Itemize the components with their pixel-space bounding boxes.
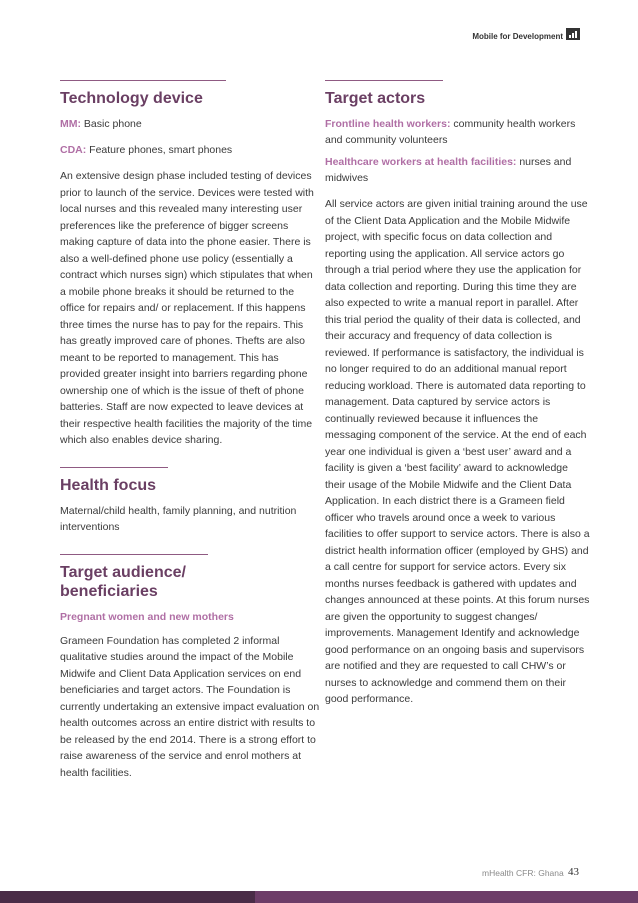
cda-label: CDA:	[60, 144, 87, 156]
section-rule	[325, 80, 443, 81]
mm-value: Basic phone	[83, 118, 142, 130]
frontline-label: Frontline health workers:	[325, 118, 451, 130]
health-section	[60, 467, 320, 536]
chart-logo-icon	[566, 28, 580, 40]
facility-label: Healthcare workers at health facilities:	[325, 156, 517, 168]
audience-title: Target audience/ beneficiaries	[60, 563, 186, 600]
section-rule	[60, 80, 226, 81]
section-rule	[60, 554, 208, 555]
health-body: Maternal/child health, family planning, and nutrition interventions	[60, 504, 297, 533]
mm-field	[60, 116, 320, 132]
frontline-value: community health workers and community volunteers	[325, 118, 576, 146]
technology-section	[60, 80, 320, 449]
facility-field	[325, 154, 590, 186]
frontline-field	[325, 116, 590, 148]
audience-section	[60, 554, 320, 782]
footer-accent	[255, 891, 638, 903]
footer-bar	[0, 891, 638, 903]
actors-section	[325, 80, 590, 708]
footer-text: mHealth CFR: Ghana	[482, 868, 564, 878]
page-number: 43	[568, 866, 579, 878]
section-rule	[60, 467, 168, 468]
cda-value: Feature phones, smart phones	[89, 144, 233, 156]
technology-body: An extensive design phase included testing of devices prior to launch of the service. Devices were tested with local nurses and this revealed many interesting user preferences like the preference of bigger screens making capture of data into the phone easier. There is also a well-defined phone use policy (essentially a contract which nurses sign) which stipulates that when a mobile phone breaks it should be returned to the office for repairs and/ or replacement. If this happens three times the nurse has to pay for the repairs. This has greatly improved care of phones. Thefts are also meant to be reported to management. This has provided greater insight into barriers regarding phone ownership one of which is the issue of theft of phone batteries. Staff are now expected to leave devices at their respective health facilities the majority of the time which also enables device sharing.	[60, 170, 314, 446]
header-title: Mobile for Development	[472, 32, 563, 41]
health-title: Health focus	[60, 476, 157, 494]
facility-value: nurses and midwives	[325, 156, 572, 184]
right-column	[325, 80, 590, 718]
mm-label: MM:	[60, 118, 81, 130]
technology-title: Technology device	[60, 90, 203, 107]
left-column	[60, 80, 320, 791]
audience-subtitle: Pregnant women and new mothers	[60, 610, 234, 623]
audience-body: Grameen Foundation has completed 2 informal qualitative studies around the impact of the Mobile Midwife and Client Data Application services on end beneficiaries and target actors. The Foundation is currently undertaking an extensive impact evaluation on health outcomes across an entire district with results to be released by the end 2014. There is a strong effort to raise awareness of the service and enrol mothers at health facilities.	[60, 634, 320, 779]
cda-field	[60, 142, 320, 158]
actors-body: All service actors are given initial training around the use of the Client Data Application and the Mobile Midwife project, with specific focus on data collection and reporting using the application. All service actors go through a trial period where they use the application for data collection and reporting. During this time they are also expected to write a manual report in parallel. After this trial period the quality of their data is collected, and their accuracy and frequency of data collection is reviewed. If performance is satisfactory, the individual is no longer required to do an additional manual report reducing workload. There is automated data reporting to management. Data captured by service actors is continually reviewed because it influences the messaging component of the service. At the end of each year one individual is given a ‘best user’ award and a facility is given a ‘best facility’ award to acknowledge their usage of the Mobile Midwife and the Client Data Application. In each district there is a Grameen field officer who travels around once a week to various facilities to offer support to service actors. There is also a district health information officer (employed by GHS) and a call centre for support for service actors. Every six months nurses feedback is gathered with updates and changes announced at these points. At this forum nurses are given the opportunity to suggest changes/ improvements. Management Identify and acknowledge good performance on an ongoing basis and supervisors are notified and they are requested to call CHW’s or nurses to acknowledge and commend them on their good performance.	[325, 198, 590, 705]
actors-title: Target actors	[325, 90, 426, 107]
